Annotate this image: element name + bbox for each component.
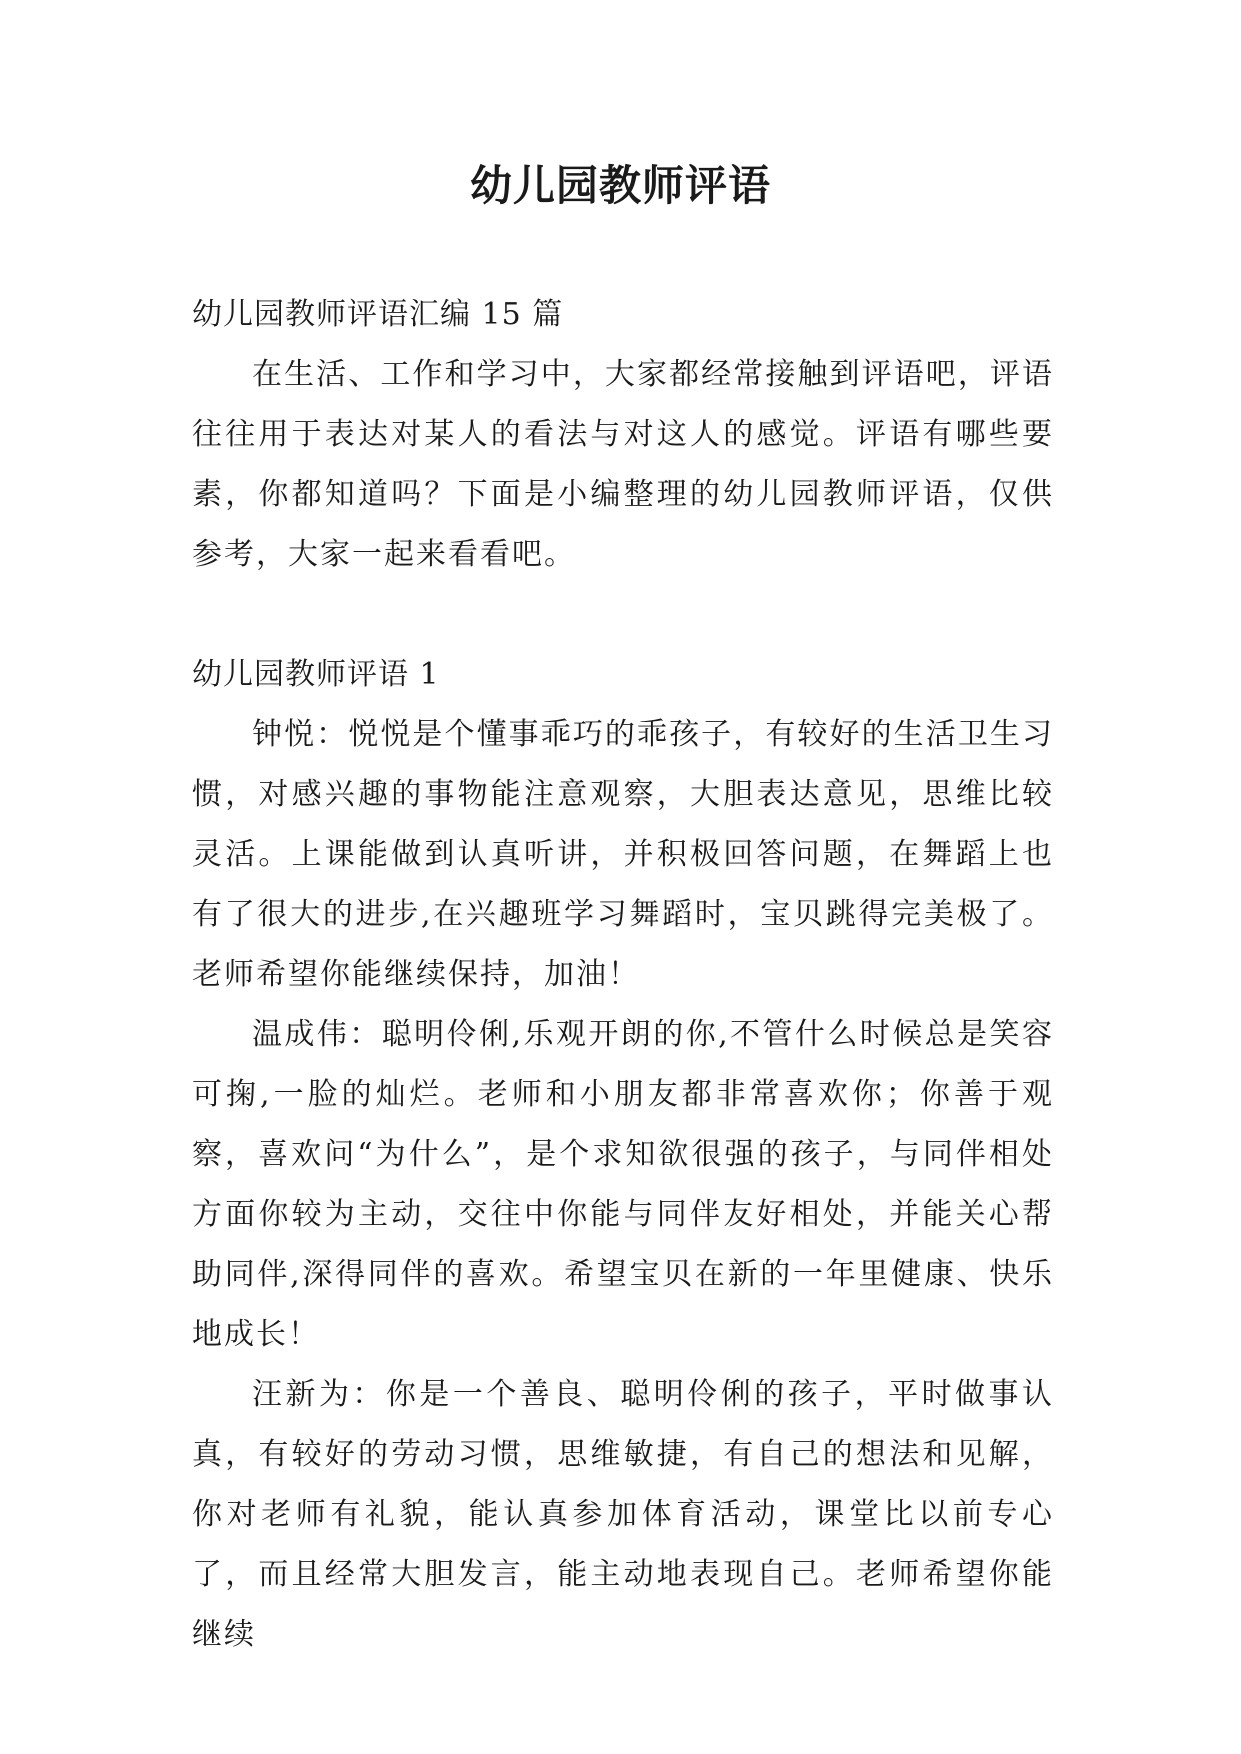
section-heading: 幼儿园教师评语 1 xyxy=(192,657,440,692)
comment-paragraph: 汪新为：你是一个善良、聪明伶俐的孩子，平时做事认真，有较好的劳动习惯，思维敏捷，有自己的想法和见解，你对老师有礼貌，能认真参加体育活动，课堂比以前专心了，而且经常大胆发言，能主动地表现自己。老师希望你能继续 xyxy=(192,1377,1054,1652)
comment-paragraph: 温成伟：聪明伶俐,乐观开朗的你,不管什么时候总是笑容可掬,一脸的灿烂。老师和小朋友都非常喜欢你；你善于观察，喜欢问“为什么”，是个求知欲很强的孩子，与同伴相处方面你较为主动，交往中你能与同伴友好相处，并能关心帮助同伴,深得同伴的喜欢。希望宝贝在新的一年里健康、快乐地成长！ xyxy=(192,1017,1054,1352)
document-title: 幼儿园教师评语 xyxy=(469,161,771,210)
section-spacer xyxy=(192,585,1054,645)
intro-paragraph: 在生活、工作和学习中，大家都经常接触到评语吧，评语往往用于表达对某人的看法与对这人的感觉。评语有哪些要素，你都知道吗？下面是小编整理的幼儿园教师评语，仅供参考，大家一起来看看吧。 xyxy=(192,357,1054,572)
comment-paragraph: 钟悦：悦悦是个懂事乖巧的乖孩子，有较好的生活卫生习惯，对感兴趣的事物能注意观察，大胆表达意见，思维比较灵活。上课能做到认真听讲，并积极回答问题，在舞蹈上也有了很大的进步,在兴趣班学习舞蹈时，宝贝跳得完美极了。老师希望你能继续保持，加油！ xyxy=(192,717,1054,992)
document-body xyxy=(192,285,1054,1665)
collection-subtitle: 幼儿园教师评语汇编 15 篇 xyxy=(192,297,564,332)
